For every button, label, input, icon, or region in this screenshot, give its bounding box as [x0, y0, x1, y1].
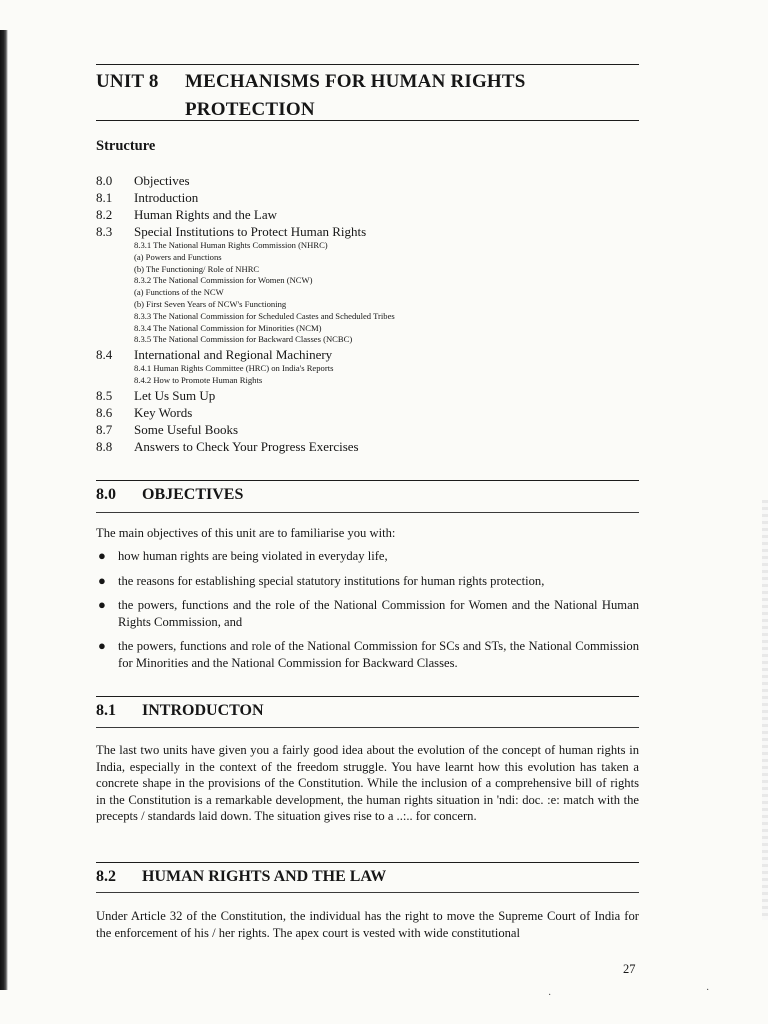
structure-item — [96, 387, 636, 404]
structure-subitem — [96, 240, 636, 252]
structure-subitem — [96, 252, 636, 264]
objectives-intro: The main objectives of this unit are to familiarise you with: — [96, 526, 396, 540]
law-bottom-rule — [96, 892, 639, 893]
structure-subitem — [96, 299, 636, 311]
scan-speck: · — [706, 985, 710, 996]
law-paragraph: Under Article 32 of the Constitution, the individual has the right to move the Supreme Court of India for the enforcement of his / her rights. The apex court is vested with wide constitutional — [96, 909, 639, 940]
structure-item-number: 8.2 — [96, 207, 113, 222]
structure-item-number: 8.5 — [96, 387, 113, 403]
introduction-top-rule — [96, 696, 639, 697]
structure-item-text: 8.4.1 Human Rights Committee (HRC) on India's Reports — [134, 363, 334, 374]
structure-item-text: Let Us Sum Up — [134, 387, 216, 403]
unit-label: UNIT 8 — [96, 71, 159, 92]
structure-item-number: 8.7 — [96, 421, 113, 437]
introduction-paragraph: The last two units have given you a fairly good idea about the evolution of the concept of human rights in India, especially in the context of the freedom struggle. You have learnt how this evolution has taken a concrete shape in the provisions of the Constitution. While the inclusion of a comprehensive bill of rights in the Constitution is a remarkable development, the human rights situation in 'ndi: doc. :e: match with the precepts / standards laid down. The situation gives rise to a ..:.. for concern. — [96, 743, 639, 824]
objectives-top-rule — [96, 480, 639, 481]
structure-list — [96, 172, 636, 455]
structure-item-text: 8.3.3 The National Commission for Scheduled Castes and Scheduled Tribes — [134, 310, 395, 321]
structure-subitem — [96, 311, 636, 323]
structure-item-text: Introduction — [134, 190, 199, 205]
structure-item-text: 8.3.5 The National Commission for Backward Classes (NCBC) — [134, 334, 353, 345]
structure-subitem — [96, 375, 636, 387]
structure-item-text: Special Institutions to Protect Human Rights — [134, 224, 367, 239]
law-top-rule — [96, 862, 639, 863]
structure-item-text: 8.4.2 How to Promote Human Rights — [134, 374, 263, 385]
structure-item-text: Answers to Check Your Progress Exercises — [134, 438, 359, 454]
introduction-bottom-rule — [96, 727, 639, 728]
objective-text: the powers, functions and role of the National Commission for SCs and STs, the National Commission for Minorities and the National Commission for Backward Classes. — [118, 639, 639, 670]
scan-edge-noise — [762, 500, 768, 920]
header-top-rule — [96, 64, 639, 65]
structure-item — [96, 206, 636, 223]
structure-item-number: 8.4 — [96, 347, 113, 363]
unit-name: MECHANISMS FOR HUMAN RIGHTS PROTECTION — [185, 71, 526, 120]
scan-edge-shadow — [0, 30, 8, 990]
structure-item-number: 8.1 — [96, 190, 113, 205]
structure-item-text: Objectives — [134, 173, 190, 188]
page-number: 27 — [623, 962, 636, 976]
objective-bullet — [96, 573, 639, 590]
structure-item — [96, 421, 636, 438]
structure-item — [96, 438, 636, 455]
bullet-dot-icon: ● — [98, 597, 106, 613]
bullet-dot-icon: ● — [98, 638, 106, 654]
structure-item-text: (b) First Seven Years of NCW's Functioning — [134, 298, 287, 309]
structure-subitem — [96, 287, 636, 299]
structure-subitem — [96, 264, 636, 276]
objectives-bullet-list — [96, 548, 639, 680]
structure-heading: Structure — [96, 138, 156, 154]
section-number: 8.1 — [96, 702, 116, 719]
structure-item-number: 8.6 — [96, 404, 113, 420]
structure-item-text: Human Rights and the Law — [134, 207, 277, 222]
structure-subitem — [96, 323, 636, 335]
structure-item-text: (a) Powers and Functions — [134, 251, 222, 262]
bullet-dot-icon: ● — [98, 572, 106, 588]
structure-subitem — [96, 275, 636, 287]
section-title: HUMAN RIGHTS AND THE LAW — [142, 868, 387, 885]
section-number: 8.2 — [96, 868, 116, 885]
structure-item-text: (b) The Functioning/ Role of NHRC — [134, 263, 260, 274]
objective-text: how human rights are being violated in everyday life, — [118, 549, 388, 563]
structure-item-text: Some Useful Books — [134, 421, 238, 437]
objective-bullet — [96, 638, 639, 671]
structure-item-text: International and Regional Machinery — [134, 347, 333, 363]
header-bottom-rule — [96, 120, 639, 121]
structure-item-text: 8.3.4 The National Commission for Minorities (NCM) — [134, 322, 322, 333]
structure-subitem — [96, 363, 636, 375]
structure-item — [96, 223, 636, 240]
structure-item-number: 8.3 — [96, 224, 113, 239]
objective-text: the reasons for establishing special statutory institutions for human rights protection, — [118, 573, 545, 588]
structure-item — [96, 172, 636, 189]
structure-item — [96, 189, 636, 206]
objective-bullet — [96, 597, 639, 630]
section-number: 8.0 — [96, 486, 116, 503]
section-title: OBJECTIVES — [142, 486, 244, 503]
structure-item — [96, 346, 636, 363]
objectives-bottom-rule — [96, 512, 639, 513]
structure-item-number: 8.0 — [96, 173, 113, 188]
structure-item-text: (a) Functions of the NCW — [134, 287, 224, 298]
structure-item-number: 8.8 — [96, 438, 113, 454]
section-title: INTRODUCTON — [142, 702, 264, 719]
structure-subitem — [96, 334, 636, 346]
structure-item — [96, 404, 636, 421]
objective-bullet — [96, 548, 639, 565]
structure-item-text: Key Words — [134, 404, 193, 420]
structure-item-text: 8.3.1 The National Human Rights Commission (NHRC) — [134, 240, 328, 250]
bullet-dot-icon: ● — [98, 548, 106, 563]
structure-item-text: 8.3.2 The National Commission for Women (NCW) — [134, 275, 313, 286]
scan-speck: · — [548, 990, 552, 1001]
objective-text: the powers, functions and the role of the National Commission for Women and the National Human Rights Commission, and — [118, 598, 639, 629]
